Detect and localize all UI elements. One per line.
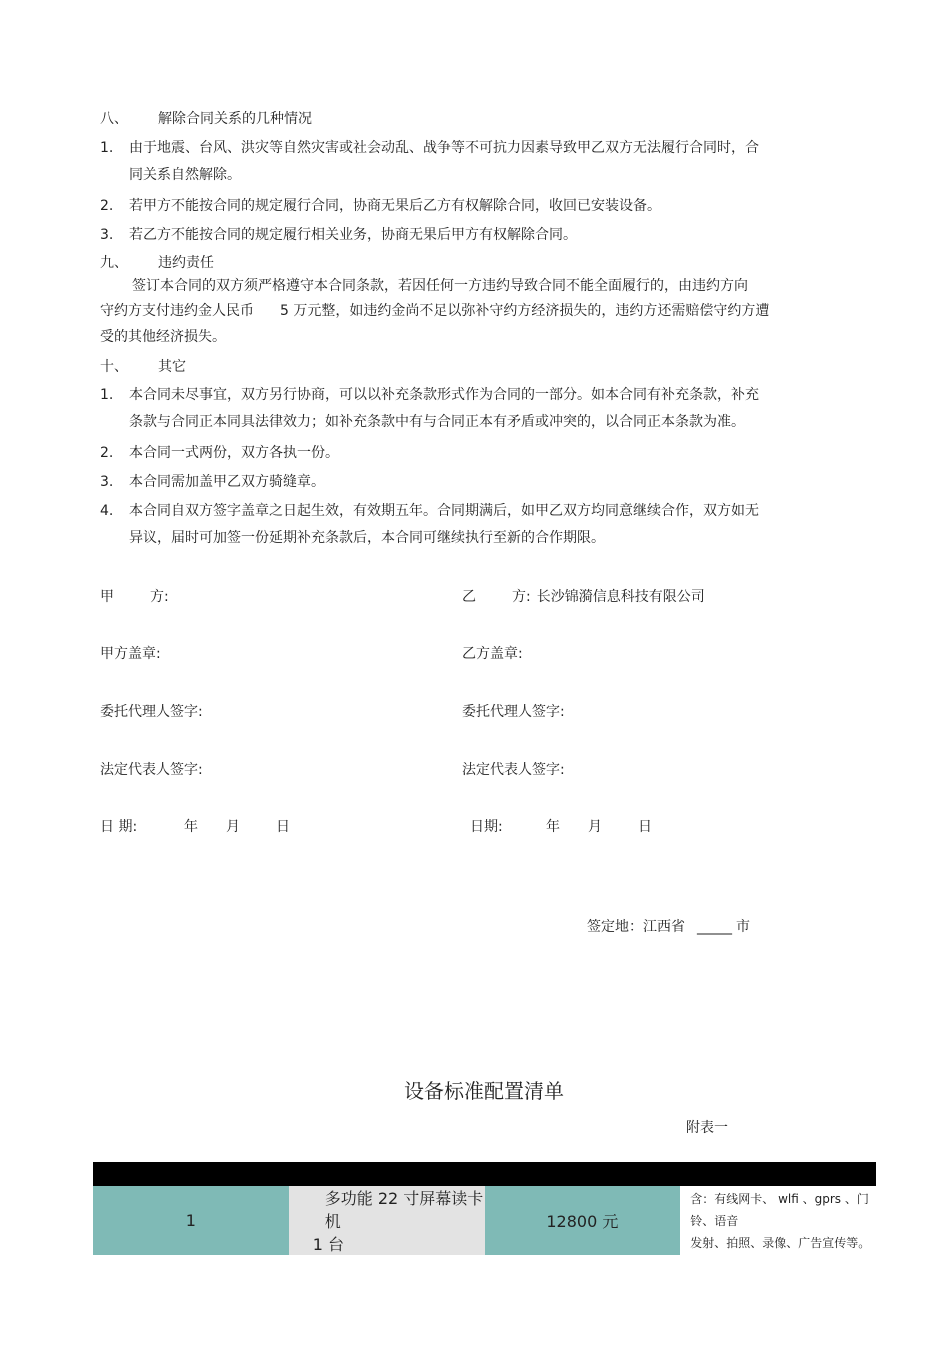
date-b-label: 日期: xyxy=(470,819,503,835)
seal-a-label: 甲方盖章: xyxy=(100,646,161,662)
cell-note-line: 发射、拍照、录像、广告宣传等。 xyxy=(690,1235,871,1250)
sign-place-label: 签定地：江西省 xyxy=(587,919,685,935)
item-number: 3. xyxy=(100,227,114,243)
sign-place-suffix: 市 xyxy=(736,919,750,935)
item-text: 若甲方不能按合同的规定履行合同，协商无果后乙方有权解除合同，收回已安装设备。 xyxy=(129,198,661,214)
sign-place xyxy=(587,916,750,936)
agent-a-label: 委托代理人签字: xyxy=(100,704,203,720)
paragraph-line: 受的其他经济损失。 xyxy=(100,329,226,345)
table-row xyxy=(93,1186,876,1255)
section-number: 八、 xyxy=(100,111,128,127)
section-8-heading xyxy=(100,108,312,128)
date-b-day: 日 xyxy=(638,819,652,835)
appendix-title: 设备标准配置清单 xyxy=(404,1079,564,1103)
date-b-year: 年 xyxy=(546,819,560,835)
party-a-label-char: 方: xyxy=(150,589,169,605)
cell-item xyxy=(289,1186,485,1255)
agent-b-label: 委托代理人签字: xyxy=(462,704,565,720)
cell-note xyxy=(680,1186,876,1255)
date-a-year: 年 xyxy=(184,819,198,835)
item-text: 本合同需加盖甲乙双方骑缝章。 xyxy=(129,474,325,490)
legal-b-label: 法定代表人签字: xyxy=(462,762,565,778)
item-text-cont: 同关系自然解除。 xyxy=(129,167,241,183)
seal-b-label: 乙方盖章: xyxy=(462,646,523,662)
cell-qty: 1 台 xyxy=(312,1235,345,1254)
section-number: 九、 xyxy=(100,255,128,271)
item-number: 1. xyxy=(100,140,114,156)
appendix-subtitle: 附表一 xyxy=(686,1120,728,1136)
item-text: 由于地震、台风、洪灾等自然灾害或社会动乱、战争等不可抗力因素导致甲乙双方无法履行合同时，合 xyxy=(129,140,759,156)
paragraph-line xyxy=(100,300,769,320)
party-b-name: 长沙锦漪信息科技有限公司 xyxy=(536,589,705,605)
date-a-month: 月 xyxy=(226,819,240,835)
date-a-label: 日 期: xyxy=(100,819,138,835)
legal-a-label: 法定代表人签字: xyxy=(100,762,203,778)
date-b-month: 月 xyxy=(588,819,602,835)
section-title: 解除合同关系的几种情况 xyxy=(158,111,312,127)
cell-price: 12800 元 xyxy=(485,1186,681,1255)
item-number: 2. xyxy=(100,445,114,461)
section-title: 其它 xyxy=(158,359,186,375)
item-text: 若乙方不能按合同的规定履行相关业务，协商无果后甲方有权解除合同。 xyxy=(129,227,577,243)
item-text: 本合同自双方签字盖章之日起生效，有效期五年。合同期满后，如甲乙双方均同意继续合作，双方如无 xyxy=(129,503,759,519)
section-9-heading xyxy=(100,252,214,272)
cell-note-line: 含：有线网卡、 wlfi 、gprs 、门铃、语音 xyxy=(690,1191,869,1228)
party-a-label-char: 甲 xyxy=(100,589,114,605)
paragraph-text: 守约方支付违约金人民币 xyxy=(100,303,254,319)
config-table xyxy=(93,1162,876,1255)
cell-name: 多功能 22 寸屏幕读卡机 xyxy=(324,1189,484,1231)
item-number: 1. xyxy=(100,387,114,403)
item-number: 3. xyxy=(100,474,114,490)
section-10-heading xyxy=(100,356,186,376)
item-number: 2. xyxy=(100,198,114,214)
item-text-cont: 条款与合同正本同具法律效力；如补充条款中有与合同正本有矛盾或冲突的，以合同正本条款为准。 xyxy=(129,414,745,430)
paragraph-text: 5 万元整，如违约金尚不足以弥补守约方经济损失的，违约方还需赔偿守约方遭 xyxy=(280,303,770,319)
party-b-label-char: 方: xyxy=(512,589,531,605)
paragraph-line: 签订本合同的双方须严格遵守本合同条款，若因任何一方违约导致合同不能全面履行的，由违约方向 xyxy=(132,278,748,294)
table-header-bar xyxy=(93,1162,876,1186)
table-header-cell xyxy=(93,1162,876,1186)
sign-place-blank: _____ xyxy=(697,919,732,935)
party-a-label xyxy=(100,586,169,606)
item-number: 4. xyxy=(100,503,114,519)
item-text: 本合同一式两份，双方各执一份。 xyxy=(129,445,339,461)
cell-index: 1 xyxy=(93,1186,289,1255)
party-b-label xyxy=(462,586,705,606)
item-text: 本合同未尽事宜，双方另行协商，可以以补充条款形式作为合同的一部分。如本合同有补充条款，补充 xyxy=(129,387,759,403)
section-title: 违约责任 xyxy=(158,255,214,271)
section-number: 十、 xyxy=(100,359,128,375)
date-a-day: 日 xyxy=(276,819,290,835)
party-b-label-char: 乙 xyxy=(462,589,476,605)
item-text-cont: 异议，届时可加签一份延期补充条款后，本合同可继续执行至新的合作期限。 xyxy=(129,530,605,546)
